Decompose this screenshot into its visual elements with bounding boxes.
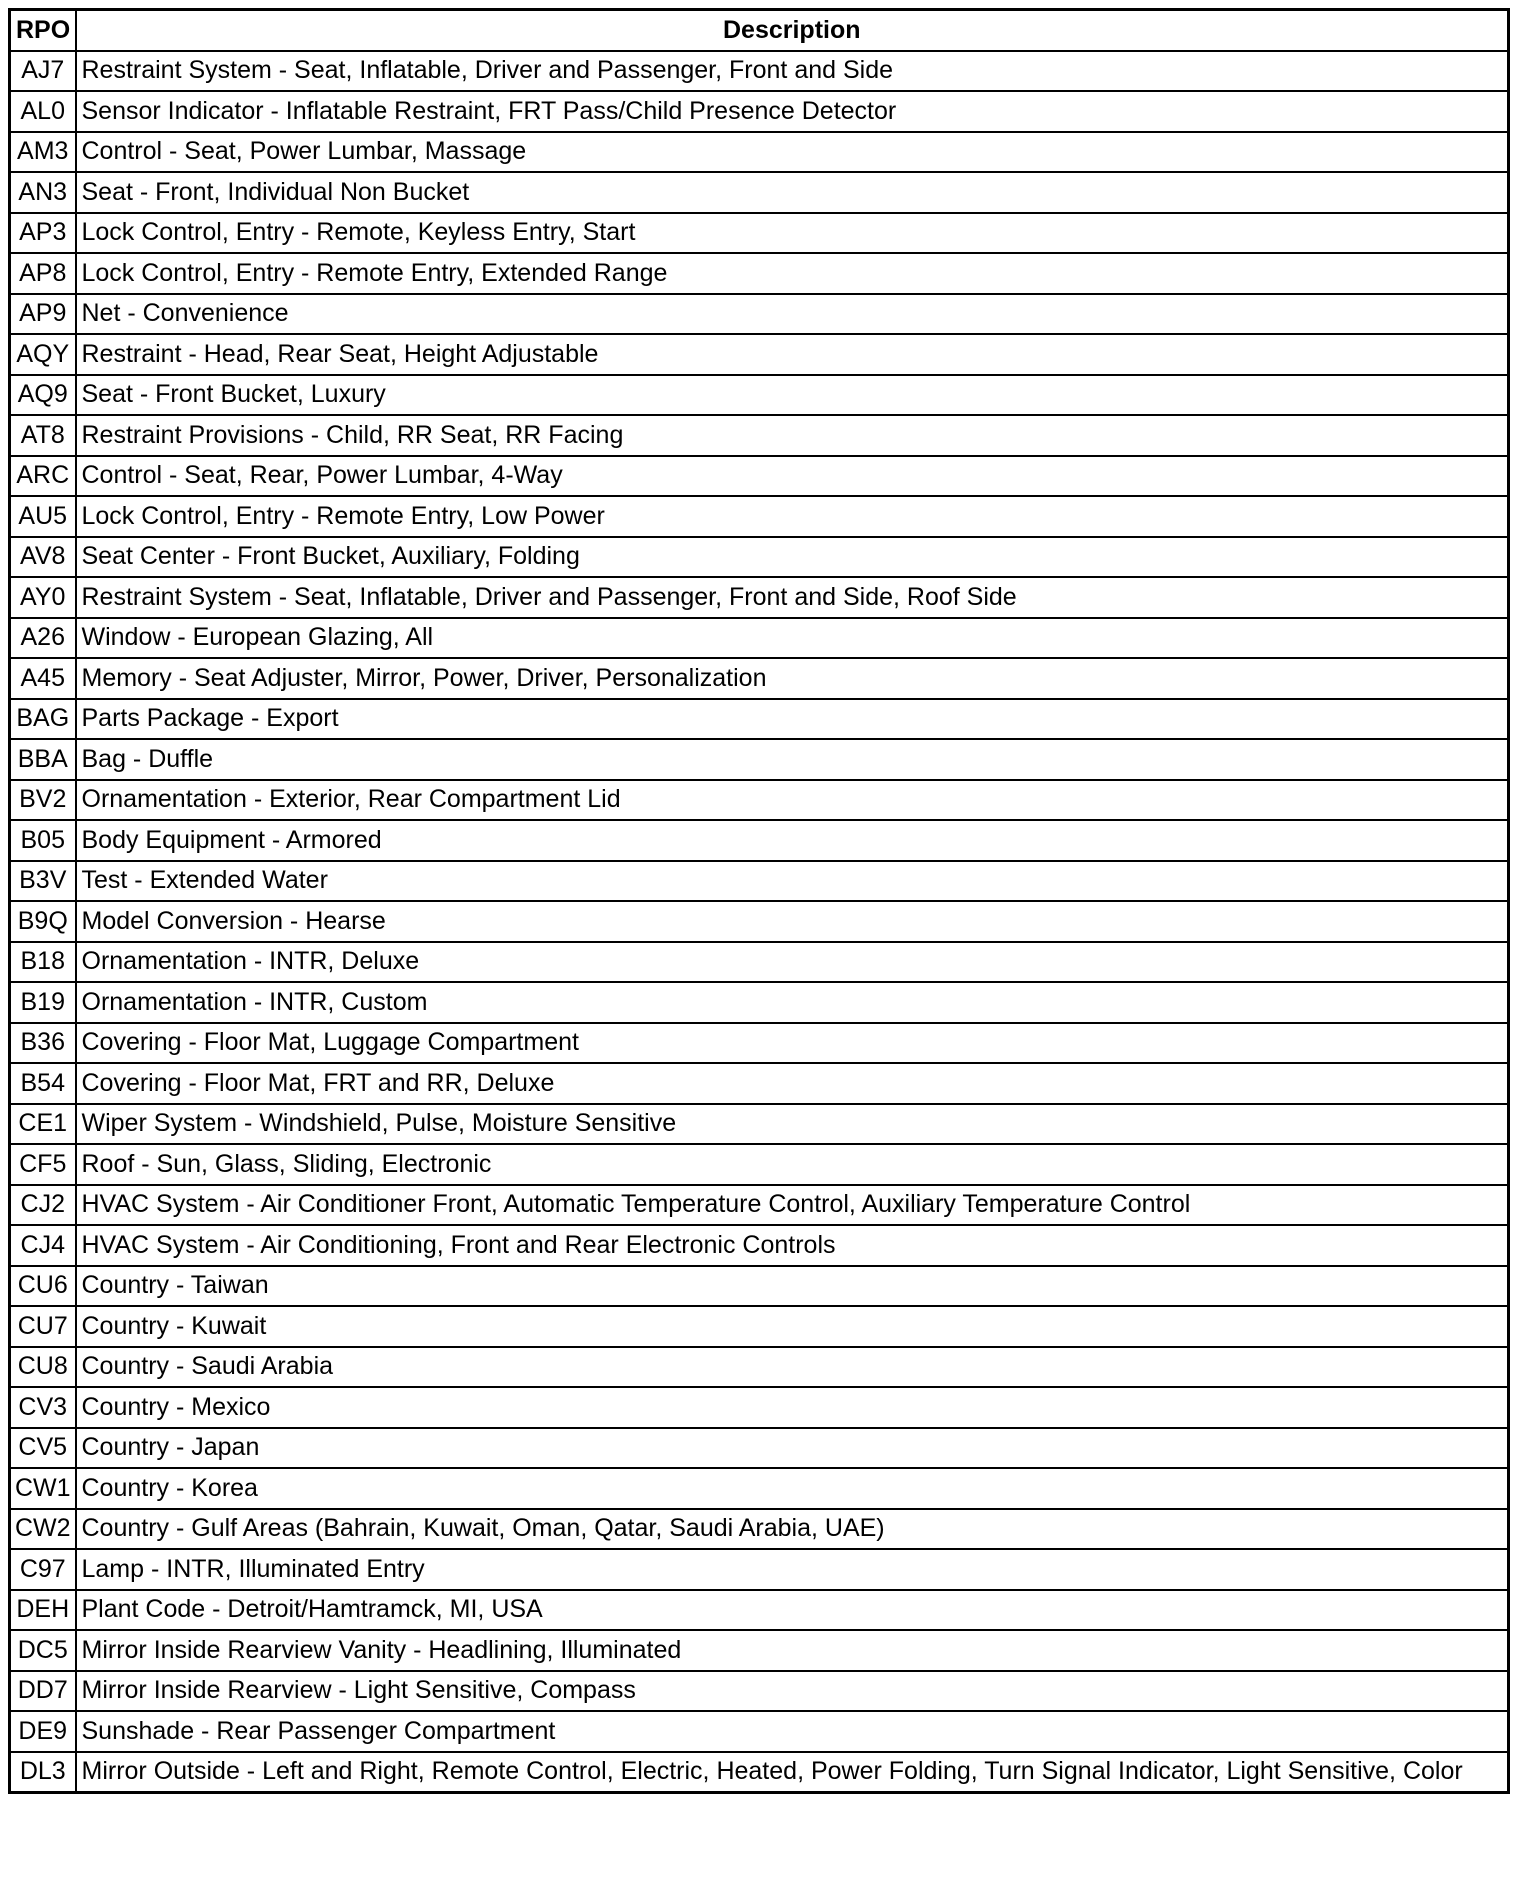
table-row	[10, 1063, 1509, 1104]
rpo-code-cell: B18	[10, 942, 76, 983]
table-row	[10, 658, 1509, 699]
table-row	[10, 1104, 1509, 1145]
table-row	[10, 415, 1509, 456]
table-header-row	[10, 10, 1509, 51]
description-cell: Restraint System - Seat, Inflatable, Driver and Passenger, Front and Side	[76, 51, 1509, 92]
table-row	[10, 1671, 1509, 1712]
rpo-code-cell: AJ7	[10, 51, 76, 92]
rpo-code-cell: C97	[10, 1549, 76, 1590]
description-cell: Memory - Seat Adjuster, Mirror, Power, Driver, Personalization	[76, 658, 1509, 699]
description-cell: Country - Japan	[76, 1428, 1509, 1469]
table-row	[10, 334, 1509, 375]
rpo-code-cell: ARC	[10, 456, 76, 497]
rpo-table-container	[8, 8, 1510, 1794]
rpo-code-cell: CJ4	[10, 1225, 76, 1266]
description-cell: Mirror Outside - Left and Right, Remote Control, Electric, Heated, Power Folding, Turn Signal Indicator, Light Sensitive, Color	[76, 1752, 1509, 1793]
rpo-code-cell: AV8	[10, 537, 76, 578]
table-row	[10, 1023, 1509, 1064]
table-row	[10, 1306, 1509, 1347]
rpo-code-cell: B36	[10, 1023, 76, 1064]
description-cell: Country - Taiwan	[76, 1266, 1509, 1307]
table-row	[10, 213, 1509, 254]
rpo-code-cell: B54	[10, 1063, 76, 1104]
rpo-code-cell: DL3	[10, 1752, 76, 1793]
description-cell: Restraint Provisions - Child, RR Seat, RR Facing	[76, 415, 1509, 456]
rpo-code-cell: CW1	[10, 1468, 76, 1509]
table-row	[10, 1752, 1509, 1793]
description-cell: Body Equipment - Armored	[76, 820, 1509, 861]
table-row	[10, 172, 1509, 213]
rpo-code-cell: AQY	[10, 334, 76, 375]
description-cell: Ornamentation - INTR, Custom	[76, 982, 1509, 1023]
rpo-code-cell: DEH	[10, 1590, 76, 1631]
rpo-code-cell: DD7	[10, 1671, 76, 1712]
description-cell: Test - Extended Water	[76, 861, 1509, 902]
table-row	[10, 294, 1509, 335]
table-row	[10, 91, 1509, 132]
table-row	[10, 861, 1509, 902]
table-row	[10, 1509, 1509, 1550]
table-row	[10, 982, 1509, 1023]
rpo-code-cell: CF5	[10, 1144, 76, 1185]
description-cell: Parts Package - Export	[76, 699, 1509, 740]
description-cell: Sensor Indicator - Inflatable Restraint, FRT Pass/Child Presence Detector	[76, 91, 1509, 132]
description-cell: Restraint System - Seat, Inflatable, Driver and Passenger, Front and Side, Roof Side	[76, 577, 1509, 618]
table-row	[10, 1428, 1509, 1469]
description-cell: Lock Control, Entry - Remote Entry, Extended Range	[76, 253, 1509, 294]
description-cell: Control - Seat, Rear, Power Lumbar, 4-Way	[76, 456, 1509, 497]
table-row	[10, 1549, 1509, 1590]
table-row	[10, 1630, 1509, 1671]
table-row	[10, 942, 1509, 983]
description-cell: Lock Control, Entry - Remote, Keyless Entry, Start	[76, 213, 1509, 254]
rpo-code-cell: CU8	[10, 1347, 76, 1388]
description-cell: Roof - Sun, Glass, Sliding, Electronic	[76, 1144, 1509, 1185]
rpo-code-cell: DE9	[10, 1711, 76, 1752]
description-cell: Seat - Front, Individual Non Bucket	[76, 172, 1509, 213]
table-row	[10, 1711, 1509, 1752]
rpo-code-cell: B3V	[10, 861, 76, 902]
rpo-code-cell: CE1	[10, 1104, 76, 1145]
rpo-code-cell: B19	[10, 982, 76, 1023]
rpo-code-cell: DC5	[10, 1630, 76, 1671]
rpo-code-cell: AL0	[10, 91, 76, 132]
description-cell: Wiper System - Windshield, Pulse, Moisture Sensitive	[76, 1104, 1509, 1145]
header-description: Description	[76, 10, 1509, 51]
rpo-table	[8, 8, 1510, 1794]
description-cell: Country - Korea	[76, 1468, 1509, 1509]
table-row	[10, 577, 1509, 618]
description-cell: Ornamentation - Exterior, Rear Compartment Lid	[76, 780, 1509, 821]
description-cell: Country - Kuwait	[76, 1306, 1509, 1347]
rpo-code-cell: AP9	[10, 294, 76, 335]
rpo-code-cell: AM3	[10, 132, 76, 173]
description-cell: HVAC System - Air Conditioning, Front and Rear Electronic Controls	[76, 1225, 1509, 1266]
rpo-code-cell: BBA	[10, 739, 76, 780]
table-row	[10, 739, 1509, 780]
description-cell: Country - Mexico	[76, 1387, 1509, 1428]
rpo-code-cell: AP8	[10, 253, 76, 294]
table-row	[10, 780, 1509, 821]
table-row	[10, 1266, 1509, 1307]
header-rpo: RPO	[10, 10, 76, 51]
description-cell: Sunshade - Rear Passenger Compartment	[76, 1711, 1509, 1752]
description-cell: Window - European Glazing, All	[76, 618, 1509, 659]
table-row	[10, 537, 1509, 578]
description-cell: Covering - Floor Mat, FRT and RR, Deluxe	[76, 1063, 1509, 1104]
table-row	[10, 1590, 1509, 1631]
table-row	[10, 1185, 1509, 1226]
rpo-code-cell: CJ2	[10, 1185, 76, 1226]
table-row	[10, 1144, 1509, 1185]
table-body	[10, 51, 1509, 1793]
table-row	[10, 456, 1509, 497]
table-row	[10, 699, 1509, 740]
description-cell: Covering - Floor Mat, Luggage Compartment	[76, 1023, 1509, 1064]
table-row	[10, 375, 1509, 416]
description-cell: Seat - Front Bucket, Luxury	[76, 375, 1509, 416]
rpo-code-cell: AP3	[10, 213, 76, 254]
description-cell: Seat Center - Front Bucket, Auxiliary, Folding	[76, 537, 1509, 578]
table-row	[10, 1468, 1509, 1509]
description-cell: Control - Seat, Power Lumbar, Massage	[76, 132, 1509, 173]
description-cell: Lock Control, Entry - Remote Entry, Low Power	[76, 496, 1509, 537]
rpo-code-cell: AQ9	[10, 375, 76, 416]
table-row	[10, 51, 1509, 92]
description-cell: Lamp - INTR, Illuminated Entry	[76, 1549, 1509, 1590]
description-cell: Model Conversion - Hearse	[76, 901, 1509, 942]
table-row	[10, 1387, 1509, 1428]
table-row	[10, 496, 1509, 537]
rpo-code-cell: B9Q	[10, 901, 76, 942]
table-row	[10, 1225, 1509, 1266]
description-cell: Country - Gulf Areas (Bahrain, Kuwait, Oman, Qatar, Saudi Arabia, UAE)	[76, 1509, 1509, 1550]
rpo-code-cell: A26	[10, 618, 76, 659]
rpo-code-cell: AN3	[10, 172, 76, 213]
description-cell: Restraint - Head, Rear Seat, Height Adjustable	[76, 334, 1509, 375]
description-cell: Plant Code - Detroit/Hamtramck, MI, USA	[76, 1590, 1509, 1631]
description-cell: Country - Saudi Arabia	[76, 1347, 1509, 1388]
table-row	[10, 901, 1509, 942]
description-cell: Net - Convenience	[76, 294, 1509, 335]
description-cell: Ornamentation - INTR, Deluxe	[76, 942, 1509, 983]
description-cell: Bag - Duffle	[76, 739, 1509, 780]
description-cell: HVAC System - Air Conditioner Front, Automatic Temperature Control, Auxiliary Temperature Control	[76, 1185, 1509, 1226]
rpo-code-cell: CV5	[10, 1428, 76, 1469]
rpo-code-cell: AU5	[10, 496, 76, 537]
table-row	[10, 618, 1509, 659]
rpo-code-cell: CW2	[10, 1509, 76, 1550]
rpo-code-cell: BAG	[10, 699, 76, 740]
rpo-code-cell: A45	[10, 658, 76, 699]
rpo-code-cell: AT8	[10, 415, 76, 456]
rpo-code-cell: AY0	[10, 577, 76, 618]
rpo-code-cell: BV2	[10, 780, 76, 821]
table-row	[10, 253, 1509, 294]
rpo-code-cell: CU7	[10, 1306, 76, 1347]
table-row	[10, 1347, 1509, 1388]
table-row	[10, 820, 1509, 861]
rpo-code-cell: B05	[10, 820, 76, 861]
description-cell: Mirror Inside Rearview - Light Sensitive, Compass	[76, 1671, 1509, 1712]
description-cell: Mirror Inside Rearview Vanity - Headlining, Illuminated	[76, 1630, 1509, 1671]
rpo-code-cell: CU6	[10, 1266, 76, 1307]
table-row	[10, 132, 1509, 173]
rpo-code-cell: CV3	[10, 1387, 76, 1428]
